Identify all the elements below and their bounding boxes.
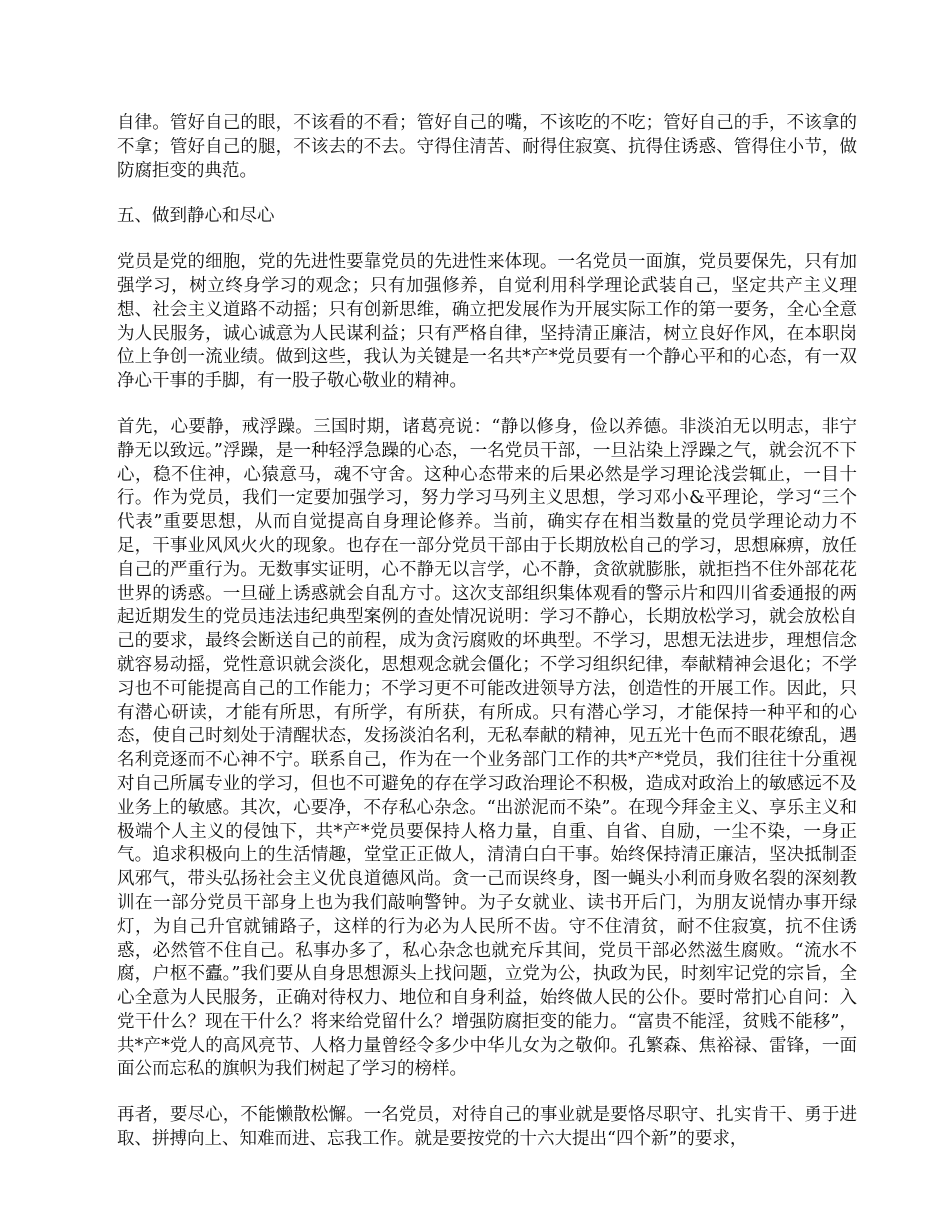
section-heading: 五、做到静心和尽心 [117,206,275,227]
paragraph-calm-mind: 首先，心要静，戒浮躁。三国时期，诸葛亮说：“静以修身，俭以养德。非淡泊无以明志，非宁静无以致远。”浮躁，是一种轻浮急躁的心态，一名党员干部，一旦沾染上浮躁之气，就会沉不下心，稳不住神，心猿意马，魂不守舍。这种心态带来的后果必然是学习理论浅尝辄止，一目十行。作为党员，我们一定要加强学习，努力学习马列主义思想，学习邓小&平理论，学习“三个代表”重要思想，从而自觉提高自身理论修养。当前，确实存在相当数量的党员学理论动力不足，干事业风风火火的现象。也存在一部分党员干部由于长期放松自己的学习，思想麻痹，放任自己的严重行为。无数事实证明，心不静无以言学，心不静，贪欲就膨胀，就拒挡不住外部花花世界的诱惑。一旦碰上诱惑就会自乱方寸。这次支部组织集体观看的警示片和四川省委通报的两起近期发生的党员违法违纪典型案例的查处情况说明：学习不静心，长期放松学习，就会放松自己的要求，最终会断送自己的前程，成为贪污腐败的坏典型。不学习，思想无法进步，理想信念就容易动摇，党性意识就会淡化，思想观念就会僵化；不学习组织纪律，奉献精神会退化；不学习也不可能提高自己的工作能力；不学习更不可能改进领导方法，创造性的开展工作。因此，只有潜心研读，才能有所思，有所学，有所获，有所成。只有潜心学习，才能保持一种平和的心态，使自己时刻处于清醒状态，发扬淡泊名利，无私奉献的精神，见五光十色而不眼花缭乱，遇名利竞逐而不心神不宁。联系自己，作为在一个业务部门工作的共*产*党员，我们往往十分重视对自己所属专业的学习，但也不可避免的存在学习政治理论不积极，造成对政治上的敏感远不及业务上的敏感。其次，心要净，不存私心杂念。“出淤泥而不染”。在现今拜金主义、享乐主义和极端个人主义的侵蚀下，共*产*党员要保持人格力量，自重、自省、自励，一尘不染，一身正气。追求积极向上的生活情趣，堂堂正正做人，清清白白干事。始终保持清正廉洁，坚决抵制歪风邪气，带头弘扬社会主义优良道德风尚。贪一己而误终身，图一蝇头小利而身败名裂的深刻教训在一部分党员干部身上也为我们敲响警钟。为子女就业、读书开后门，为朋友说情办事开绿灯，为自己升官就铺路子，这样的行为必为人民所不齿。守不住清贫，耐不住寂寞，抗不住诱惑，必然管不住自己。私事办多了，私心杂念也就充斥其间，党员干部必然滋生腐败。“流水不腐，户枢不蠹。”我们要从自身思想源头上找问题，立党为公，执政为民，时刻牢记党的宗旨，全心全意为人民服务，正确对待权力、地位和自身利益，始终做人民的公仆。要时常扪心自问：入党干什么？现在干什么？将来给党留什么？增强防腐拒变的能力。“富贵不能淫，贫贱不能移”，共*产*党人的高风亮节、人格力量曾经令多少中华儿女为之敬仰。孔繁森、焦裕禄、雷锋，一面面公而忘私的旗帜为我们树起了学习的榜样。 [117,416,857,1080]
paragraph-self-discipline: 自律。管好自己的眼，不该看的不看；管好自己的嘴，不该吃的不吃；管好自己的手，不该拿的不拿；管好自己的腿，不该去的不去。守得住清苦、耐得住寂寞、抗得住诱惑、管得住小节，做防腐拒变的典范。 [117,113,857,181]
paragraph-dedication: 再者，要尽心，不能懒散松懈。一名党员，对待自己的事业就是要恪尽职守、扎实肯干、勇于进取、拼搏向上、知难而进、忘我工作。就是要按党的十六大提出“四个新”的要求， [117,1105,857,1150]
document-page [117,112,857,1174]
paragraph-party-member: 党员是党的细胞，党的先进性要靠党员的先进性来体现。一名党员一面旗，党员要保先，只有加强学习，树立终身学习的观念；只有加强修养，自觉利用科学理论武装自己，坚定共产主义理想、社会主义道路不动摇；只有创新思维，确立把发展作为开展实际工作的第一要务，全心全意为人民服务，诚心诚意为人民谋利益；只有严格自律，坚持清正廉洁，树立良好作风，在本职岗位上争创一流业绩。做到这些，我认为关键是一名共*产*党员要有一个静心平和的心态，有一双净心干事的手脚，有一股子敬心敬业的精神。 [117,252,857,392]
